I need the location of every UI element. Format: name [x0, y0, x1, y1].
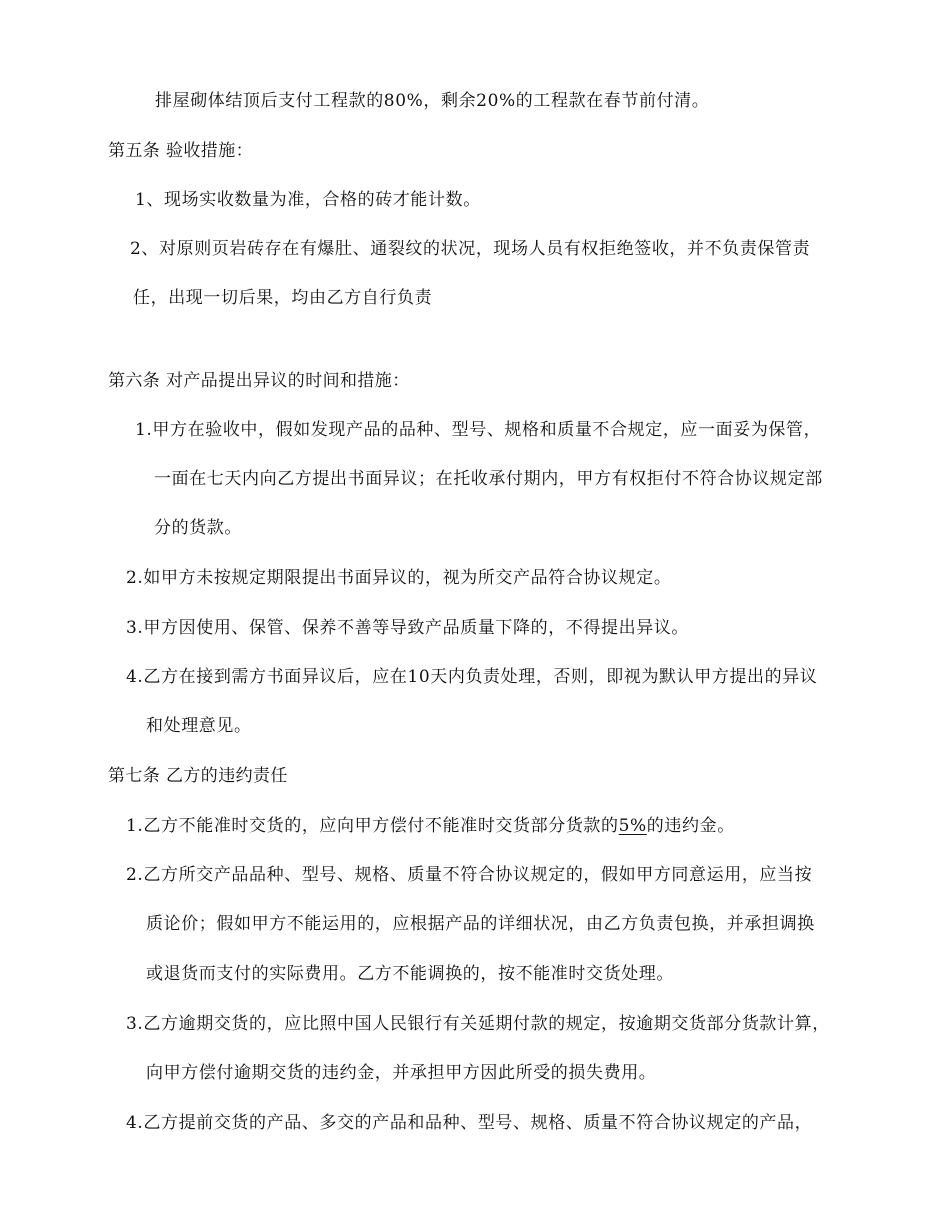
article-7-item-3: 3.乙方逾期交货的，应比照中国人民银行有关延期付款的规定，按逾期交货部分货款计算，	[126, 1014, 830, 1034]
article-6-item-3: 3.甲方因使用、保管、保养不善等导致产品质量下降的，不得提出异议。	[126, 618, 690, 638]
article-6-item-2: 2.如甲方未按规定期限提出书面异议的，视为所交产品符合协议规定。	[126, 568, 672, 588]
article-5-item-1: 1、现场实收数量为准，合格的砖才能计数。	[135, 190, 481, 210]
article-5-heading: 第五条 验收措施：	[108, 141, 254, 161]
article-7-item-2: 2.乙方所交产品品种、型号、规格、质量不符合协议规定的，假如甲方同意运用，应当按	[126, 865, 813, 885]
article-7-heading: 第七条 乙方的违约责任	[108, 766, 288, 786]
article-6-item-4-cont: 和处理意见。	[146, 716, 252, 736]
article-7-item-2-cont-1: 质论价；假如甲方不能运用的，应根据产品的详细状况，由乙方负责包换，并承担调换	[146, 914, 815, 934]
article-7-item-1-end: 的违约金。	[646, 816, 735, 836]
article-7-item-1-text: 1.乙方不能准时交货的，应向甲方偿付不能准时交货部分货款的	[126, 816, 619, 836]
article-6-item-1-cont-2: 分的货款。	[154, 518, 242, 538]
article-7-item-2-cont-2: 或退货而支付的实际费用。乙方不能调换的，按不能准时交货处理。	[146, 964, 674, 984]
article-5-item-2: 2、对原则页岩砖存在有爆肚、通裂纹的状况，现场人员有权拒绝签收，并不负责保管责	[130, 239, 811, 259]
article-7-item-3-cont: 向甲方偿付逾期交货的违约金，并承担甲方因此所受的损失费用。	[146, 1063, 657, 1083]
article-6-item-1: 1.甲方在验收中，假如发现产品的品种、型号、规格和质量不合规定，应一面妥为保管，	[135, 420, 822, 440]
article-6-item-4: 4.乙方在接到需方书面异议后，应在10天内负责处理，否则，即视为默认甲方提出的异议	[126, 667, 818, 687]
payment-clause-line: 排屋砌体结顶后支付工程款的80%，剩余20%的工程款在春节前付清。	[155, 91, 710, 111]
article-7-item-4: 4.乙方提前交货的产品、多交的产品和品种、型号、规格、质量不符合协议规定的产品，	[126, 1113, 813, 1133]
article-6-heading: 第六条 对产品提出异议的时间和措施：	[108, 371, 410, 391]
article-6-item-1-cont-1: 一面在七天内向乙方提出书面异议；在托收承付期内，甲方有权拒付不符合协议规定部	[154, 469, 823, 489]
penalty-rate: 5%	[618, 816, 647, 836]
article-7-item-1	[126, 814, 735, 838]
article-5-item-2-cont: 任，出现一切后果，均由乙方自行负责	[133, 288, 433, 308]
